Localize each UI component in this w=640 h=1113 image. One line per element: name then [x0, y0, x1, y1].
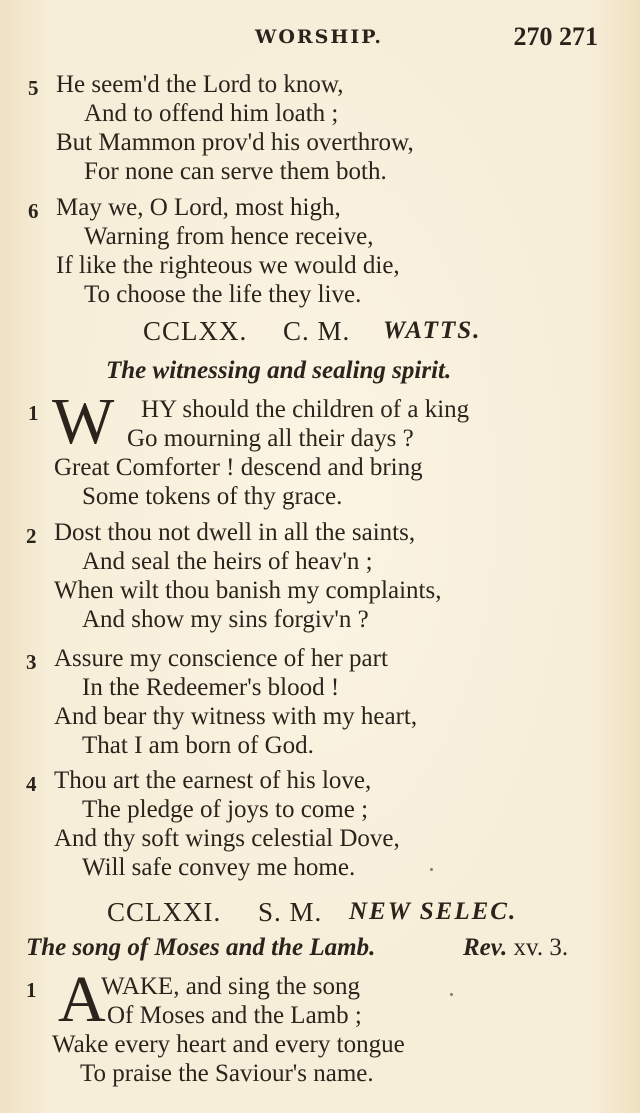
verse-line: May we, O Lord, most high,: [56, 194, 341, 221]
verse-line: HY should the children of a king: [141, 396, 470, 423]
verse-line: But Mammon prov'd his overthrow,: [56, 129, 414, 156]
verse-line: Go mourning all their days ?: [127, 425, 414, 452]
verse-number: 6: [28, 199, 39, 223]
verse-line: And show my sins forgiv'n ?: [82, 606, 369, 633]
verse-line: The pledge of joys to come ;: [82, 796, 369, 823]
verse-line: And thy soft wings celestial Dove,: [54, 825, 400, 852]
running-head: WORSHIP.: [255, 26, 383, 48]
verse-line: When wilt thou banish my complaints,: [54, 577, 442, 604]
verse-line: For none can serve them both.: [84, 158, 387, 185]
verse-number: 3: [26, 650, 37, 674]
hymn-number: CCLXX.: [143, 316, 248, 346]
scripture-reference: [463, 934, 568, 962]
verse-number: 1: [28, 401, 39, 425]
verse-line: Warning from hence receive,: [84, 223, 374, 250]
reference-value: xv. 3.: [513, 934, 569, 961]
drop-cap: A: [58, 963, 106, 1036]
verse-line: In the Redeemer's blood !: [82, 674, 340, 701]
verse-line: Of Moses and the Lamb ;: [107, 1002, 362, 1029]
verse-line: To choose the life they live.: [84, 281, 362, 308]
verse-line: Wake every heart and every tongue: [52, 1031, 405, 1058]
page-numbers: 270 271: [513, 22, 598, 51]
verse-line: To praise the Saviour's name.: [80, 1060, 374, 1087]
hymn-author: NEW SELEC.: [349, 898, 518, 925]
drop-cap: W: [52, 385, 115, 458]
hymn-subtitle: The song of Moses and the Lamb.: [26, 934, 376, 961]
hymn-subtitle: The witnessing and sealing spirit.: [106, 357, 452, 384]
hymn-meter: C. M.: [283, 316, 351, 346]
verse-line: And to offend him loath ;: [84, 100, 339, 127]
verse-number: 1: [26, 978, 37, 1002]
ink-speck: [430, 868, 433, 871]
verse-line: And seal the heirs of heav'n ;: [82, 548, 373, 575]
hymn-author: WATTS.: [383, 317, 482, 344]
verse-line: Thou art the earnest of his love,: [54, 767, 372, 794]
verse-line: That I am born of God.: [82, 732, 314, 759]
reference-label: Rev.: [463, 934, 508, 961]
verse-line: Dost thou not dwell in all the saints,: [54, 519, 416, 546]
verse-number: 2: [26, 524, 37, 548]
verse-number: 4: [26, 772, 37, 796]
verse-line: Assure my conscience of her part: [54, 645, 388, 672]
verse-line: Will safe convey me home.: [82, 854, 356, 881]
verse-line: Some tokens of thy grace.: [82, 483, 343, 510]
hymn-meter: S. M.: [258, 897, 323, 927]
verse-number: 5: [28, 76, 39, 100]
ink-speck: [450, 993, 453, 996]
verse-line: Great Comforter ! descend and bring: [54, 454, 423, 481]
verse-line: If like the righteous we would die,: [56, 252, 400, 279]
verse-line: And bear thy witness with my heart,: [54, 703, 418, 730]
hymn-number: CCLXXI.: [107, 897, 222, 927]
verse-line: WAKE, and sing the song: [101, 973, 360, 1000]
verse-line: He seem'd the Lord to know,: [56, 71, 344, 98]
